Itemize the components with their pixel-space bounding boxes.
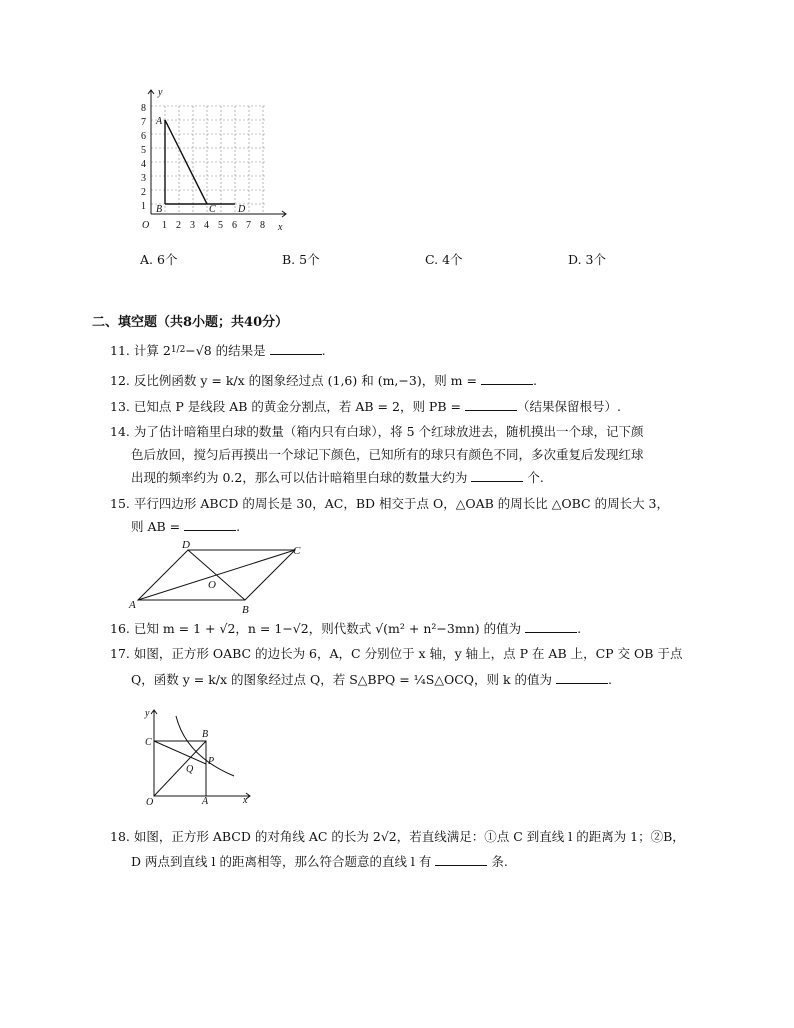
point-c-label: C bbox=[209, 204, 216, 215]
x-tick: 7 bbox=[246, 220, 251, 231]
point-a-label: A bbox=[156, 116, 163, 127]
question-14 bbox=[110, 423, 644, 441]
x-tick: 2 bbox=[176, 220, 181, 231]
question-text: 出现的频率约为 0.2，那么可以估计暗箱里白球的数量大约为 bbox=[131, 470, 468, 485]
choice-a[interactable] bbox=[140, 250, 177, 268]
point-q-label: Q bbox=[186, 764, 194, 775]
question-text: D 两点到直线 l 的距离相等，那么符合题意的直线 l 有 bbox=[131, 854, 432, 869]
question-text: 如图，正方形 ABCD 的对角线 AC 的长为 2√2，若直线满足：①点 C 到直线 l 的距离为 1；②B， bbox=[133, 829, 685, 844]
question-number: 11. bbox=[110, 343, 130, 358]
origin-label: O bbox=[146, 797, 154, 808]
choice-text: 3个 bbox=[585, 252, 606, 267]
question-text: 反比例函数 y = k/x 的图象经过点 (1,6) 和 (m,−3)，则 m = bbox=[133, 373, 477, 388]
question-end: . bbox=[608, 672, 612, 687]
y-tick: 4 bbox=[141, 159, 146, 170]
y-axis-label: y bbox=[145, 708, 150, 719]
answer-blank[interactable] bbox=[481, 372, 533, 385]
x-tick: 1 bbox=[162, 220, 167, 231]
fraction: 1/2 bbox=[170, 345, 186, 355]
x-tick: 8 bbox=[260, 220, 265, 231]
question-18-line2 bbox=[131, 853, 508, 871]
question-text: 则 AB = bbox=[131, 519, 181, 534]
question-17-line2 bbox=[131, 671, 612, 689]
answer-blank[interactable] bbox=[435, 853, 487, 866]
question-text: 已知点 P 是线段 AB 的黄金分割点，若 AB = 2，则 PB = bbox=[133, 399, 461, 414]
y-tick: 3 bbox=[141, 173, 146, 184]
question-16 bbox=[110, 620, 581, 638]
question-end: . bbox=[321, 343, 326, 358]
question-number: 15. bbox=[110, 496, 130, 511]
choice-letter: B. bbox=[282, 252, 296, 267]
question-17 bbox=[110, 645, 682, 663]
point-d-label: D bbox=[238, 204, 246, 215]
question-13 bbox=[110, 398, 621, 416]
choice-text: 5个 bbox=[299, 252, 320, 267]
question-end: . bbox=[577, 621, 582, 636]
point-b-label: B bbox=[242, 604, 249, 616]
y-axis-label: y bbox=[158, 87, 163, 98]
point-b-label: B bbox=[156, 204, 163, 215]
x-tick: 6 bbox=[232, 220, 237, 231]
origin-label: O bbox=[142, 220, 150, 231]
x-tick: 5 bbox=[218, 220, 223, 231]
question-text: 色后放回，搅匀后再摸出一个球记下颜色，已知所有的球只有颜色不同，多次重复后发现红球 bbox=[131, 447, 644, 462]
question-text: 已知 m = 1 + √2，n = 1−√2，则代数式 √(m² + n²−3mn) 的值为 bbox=[133, 621, 522, 636]
question-14-line3 bbox=[131, 469, 544, 487]
x-tick: 3 bbox=[190, 220, 195, 231]
figure-grid-triangle bbox=[138, 86, 298, 236]
question-number: 18. bbox=[110, 829, 130, 844]
question-number: 14. bbox=[110, 424, 130, 439]
question-18 bbox=[110, 828, 685, 846]
choice-c[interactable] bbox=[425, 250, 463, 268]
question-number: 16. bbox=[110, 621, 130, 636]
question-end: . bbox=[236, 519, 241, 534]
point-c-label: C bbox=[293, 545, 301, 557]
choice-letter: D. bbox=[568, 252, 582, 267]
x-axis-label: x bbox=[278, 222, 283, 233]
x-tick: 4 bbox=[204, 220, 209, 231]
choice-d[interactable] bbox=[568, 250, 606, 268]
question-number: 13. bbox=[110, 399, 130, 414]
question-15 bbox=[110, 495, 669, 513]
y-tick: 7 bbox=[141, 117, 146, 128]
question-text: 计算 2 bbox=[133, 343, 171, 358]
point-a-label: A bbox=[202, 796, 209, 807]
answer-blank[interactable] bbox=[184, 518, 236, 531]
question-text: 平行四边形 ABCD 的周长是 30，AC，BD 相交于点 O，△OAB 的周长比 △OBC 的周长大 3， bbox=[133, 496, 669, 511]
figure-parallelogram bbox=[128, 538, 308, 616]
answer-blank[interactable] bbox=[465, 398, 517, 411]
choice-b[interactable] bbox=[282, 250, 320, 268]
point-o-label: O bbox=[208, 579, 216, 591]
question-text: 如图，正方形 OABC 的边长为 6，A，C 分别位于 x 轴，y 轴上，点 P 在 AB 上，CP 交 OB 于点 bbox=[133, 646, 683, 661]
question-number: 12. bbox=[110, 373, 130, 388]
point-a-label: A bbox=[129, 599, 136, 611]
x-axis-label: x bbox=[243, 795, 248, 806]
question-11 bbox=[110, 341, 326, 360]
choice-letter: C. bbox=[425, 252, 439, 267]
question-12 bbox=[110, 372, 537, 390]
question-text: −√8 的结果是 bbox=[185, 343, 266, 358]
y-tick: 8 bbox=[141, 103, 146, 114]
y-tick: 5 bbox=[141, 145, 146, 156]
choice-letter: A. bbox=[140, 252, 154, 267]
y-tick: 6 bbox=[141, 131, 146, 142]
point-b-label: B bbox=[202, 729, 209, 740]
y-tick: 2 bbox=[141, 187, 146, 198]
question-end: （结果保留根号）. bbox=[516, 399, 621, 414]
question-15-line2 bbox=[131, 518, 240, 536]
point-d-label: D bbox=[182, 539, 190, 551]
choice-text: 6个 bbox=[157, 252, 178, 267]
section-title: 二、填空题（共8小题；共40分） bbox=[92, 315, 289, 330]
question-text: Q，函数 y = k/x 的图象经过点 Q，若 S△BPQ = ¼S△OCQ，则 k 的值为 bbox=[131, 672, 553, 687]
question-end: 个. bbox=[527, 470, 544, 485]
question-end: 条. bbox=[491, 854, 508, 869]
answer-blank[interactable] bbox=[270, 342, 322, 355]
point-c-label: C bbox=[145, 737, 152, 748]
answer-blank[interactable] bbox=[525, 620, 577, 633]
answer-blank[interactable] bbox=[556, 671, 608, 684]
point-p-label: P bbox=[208, 756, 215, 767]
answer-blank[interactable] bbox=[471, 469, 523, 482]
question-end: . bbox=[532, 373, 537, 388]
question-number: 17. bbox=[110, 646, 130, 661]
question-text: 为了估计暗箱里白球的数量（箱内只有白球），将 5 个红球放进去，随机摸出一个球，记下颜 bbox=[133, 424, 644, 439]
figure-square-hyperbola bbox=[142, 704, 257, 809]
y-tick: 1 bbox=[141, 201, 146, 212]
choice-text: 4个 bbox=[442, 252, 463, 267]
